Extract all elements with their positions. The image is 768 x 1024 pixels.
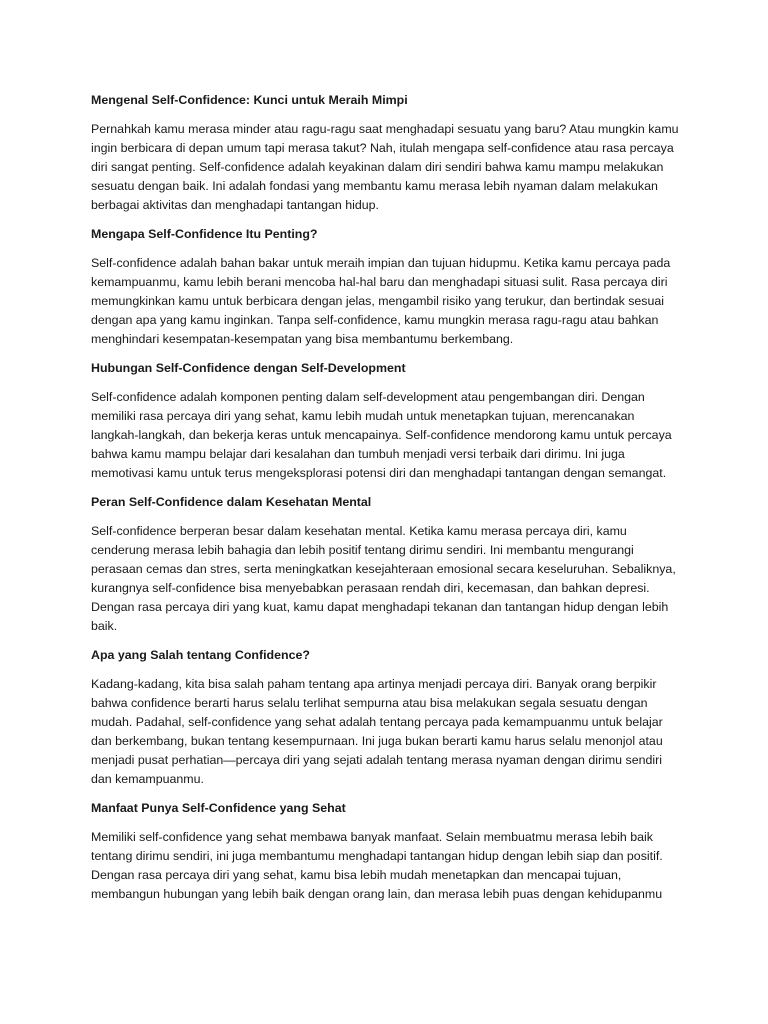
section-heading: Manfaat Punya Self-Confidence yang Sehat: [91, 801, 346, 815]
section-paragraph: Self-confidence berperan besar dalam kesehatan mental. Ketika kamu merasa percaya diri, kamu cenderung merasa lebih bahagia dan lebih positif tentang dirimu sendiri. Ini membantu mengurangi perasaan cemas dan stres, serta meningkatkan kesejahteraan emosional secara keseluruhan. Sebaliknya, kurangnya self-confidence bisa menyebabkan perasaan rendah diri, kecemasan, dan bahkan depresi. Dengan rasa percaya diri yang kuat, kamu dapat menghadapi tekanan dan tantangan hidup dengan lebih baik.: [91, 524, 676, 633]
section-heading: Hubungan Self-Confidence dengan Self-Development: [91, 361, 406, 375]
section-heading: Peran Self-Confidence dalam Kesehatan Mental: [91, 495, 372, 509]
section-paragraph: Memiliki self-confidence yang sehat membawa banyak manfaat. Selain membuatmu merasa lebih baik tentang dirimu sendiri, ini juga membantumu menghadapi tantangan hidup dengan lebih siap dan positif. Dengan rasa percaya diri yang sehat, kamu bisa lebih mudah menetapkan dan mencapai tujuan, membangun hubungan yang lebih baik dengan orang lain, dan merasa lebih puas dengan kehidupanmu: [91, 830, 663, 901]
section-paragraph: Kadang-kadang, kita bisa salah paham tentang apa artinya menjadi percaya diri. Banyak orang berpikir bahwa confidence berarti harus selalu terlihat sempurna atau bisa melakukan segala sesuatu dengan mudah. Padahal, self-confidence yang sehat adalah tentang percaya pada kemampuanmu untuk belajar dan berkembang, bukan tentang kesempurnaan. Ini juga bukan berarti kamu harus selalu menonjol atau menjadi pusat perhatian—percaya diri yang sejati adalah tentang merasa nyaman dengan dirimu sendiri dan kemampuanmu.: [91, 677, 663, 786]
intro-paragraph: Pernahkah kamu merasa minder atau ragu-ragu saat menghadapi sesuatu yang baru? Atau mungkin kamu ingin berbicara di depan umum tapi merasa takut? Nah, itulah mengapa self-confidence atau rasa percaya diri sangat penting. Self-confidence adalah keyakinan dalam diri sendiri bahwa kamu mampu melakukan sesuatu dengan baik. Ini adalah fondasi yang membantu kamu merasa lebih nyaman dalam melakukan berbagai aktivitas dan menghadapi tantangan hidup.: [91, 122, 679, 212]
section-heading: Apa yang Salah tentang Confidence?: [91, 648, 310, 662]
document-title: Mengenal Self-Confidence: Kunci untuk Meraih Mimpi: [91, 93, 408, 107]
section-paragraph: Self-confidence adalah bahan bakar untuk meraih impian dan tujuan hidupmu. Ketika kamu percaya pada kemampuanmu, kamu lebih berani mencoba hal-hal baru dan menghadapi situasi sulit. Rasa percaya diri memungkinkan kamu untuk berbicara dengan jelas, mengambil risiko yang terukur, dan bertindak sesuai dengan apa yang kamu inginkan. Tanpa self-confidence, kamu mungkin merasa ragu-ragu atau bahkan menghindari kesempatan-kesempatan yang bisa membantumu berkembang.: [91, 256, 671, 346]
section-heading: Mengapa Self-Confidence Itu Penting?: [91, 227, 318, 241]
section-paragraph: Self-confidence adalah komponen penting dalam self-development atau pengembangan diri. Dengan memiliki rasa percaya diri yang sehat, kamu lebih mudah untuk menetapkan tujuan, merencanakan langkah-langkah, dan bekerja keras untuk mencapainya. Self-confidence mendorong kamu untuk percaya bahwa kamu mampu belajar dari kesalahan dan tumbuh menjadi versi terbaik dari dirimu. Ini juga memotivasi kamu untuk terus mengeksplorasi potensi diri dan menghadapi tantangan dengan semangat.: [91, 390, 672, 480]
